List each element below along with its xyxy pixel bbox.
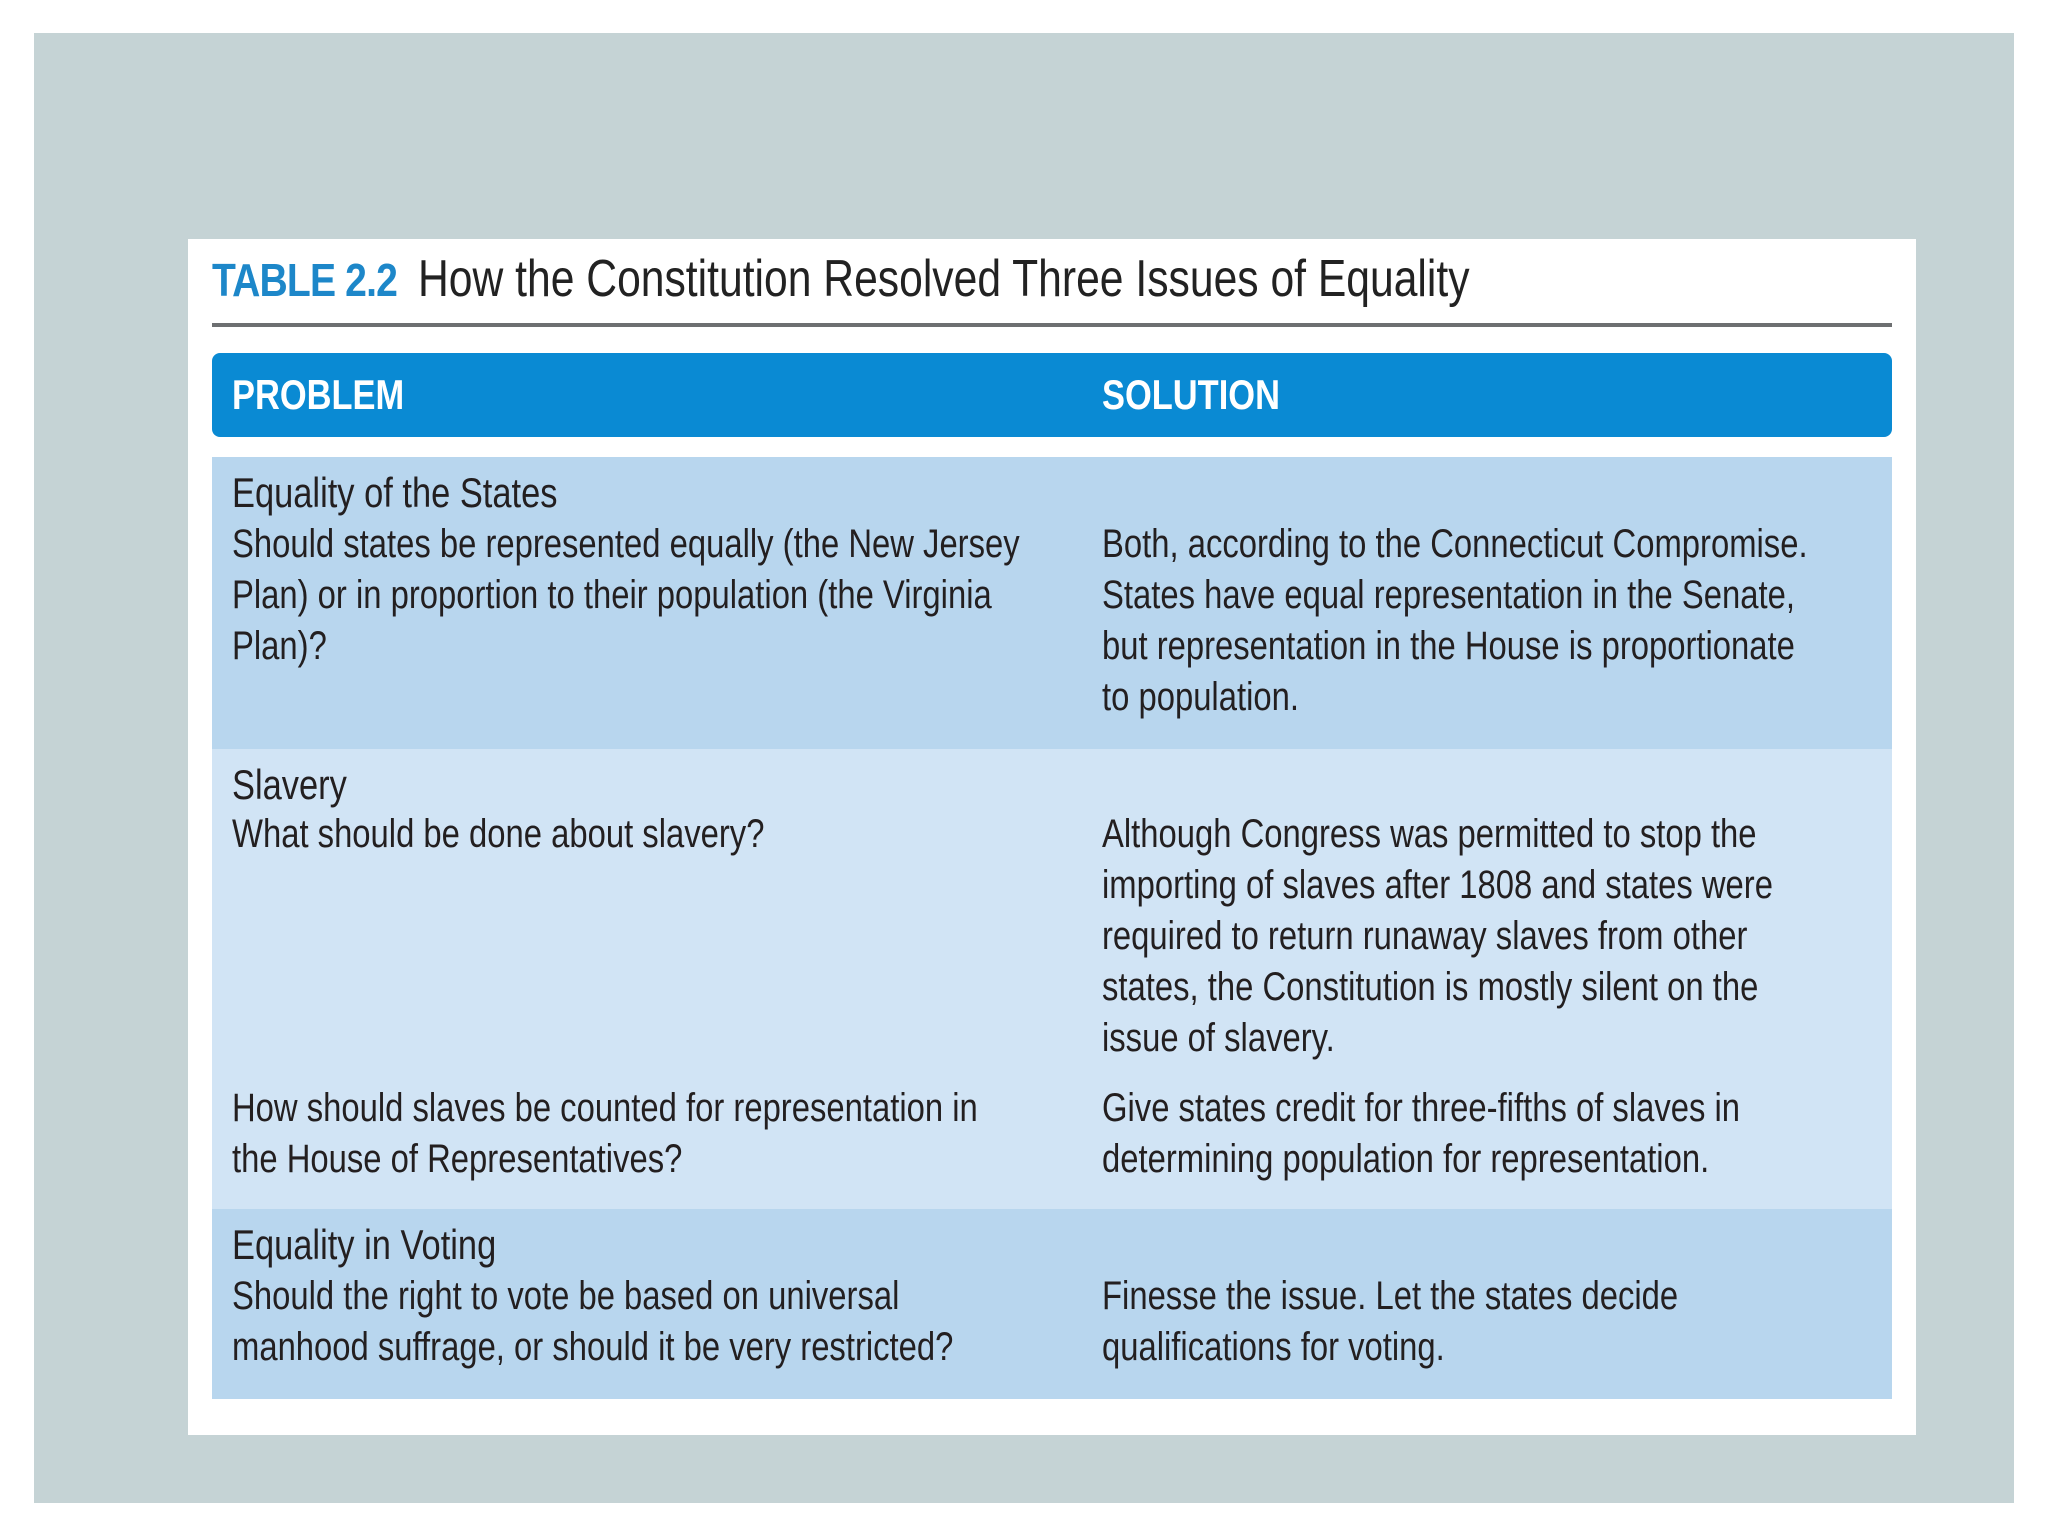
- table-row-equality-in-voting: [212, 1209, 1892, 1399]
- solution-line: states, the Constitution is mostly silent on the: [1102, 965, 1759, 1009]
- solution-line: qualifications for voting.: [1102, 1325, 1445, 1369]
- solution-line: Finesse the issue. Let the states decide: [1102, 1274, 1679, 1318]
- table-heading: How the Constitution Resolved Three Issues of Equality: [417, 250, 1470, 308]
- solution-line: but representation in the House is proportionate: [1102, 624, 1795, 668]
- title-divider: [212, 323, 1892, 327]
- solution-line: States have equal representation in the Senate,: [1102, 573, 1795, 617]
- column-header-solution: SOLUTION: [1102, 371, 1280, 418]
- solution-line: determining population for representation.: [1102, 1137, 1710, 1181]
- problem-cell: [232, 809, 764, 860]
- problem-line: manhood suffrage, or should it be very restricted?: [232, 1325, 954, 1369]
- problem-cell: [232, 519, 1020, 672]
- row-heading: Slavery: [232, 761, 347, 808]
- problem-cell: [232, 1083, 978, 1185]
- solution-line: required to return runaway slaves from other: [1102, 914, 1748, 958]
- solution-line: importing of slaves after 1808 and states were: [1102, 863, 1773, 907]
- problem-line: How should slaves be counted for representation in: [232, 1086, 978, 1130]
- solution-line: to population.: [1102, 675, 1299, 719]
- problem-cell: [232, 1271, 953, 1373]
- solution-line: Both, according to the Connecticut Compromise.: [1102, 522, 1808, 566]
- problem-line: Plan)?: [232, 624, 327, 668]
- table-row-equality-of-states: [212, 457, 1892, 749]
- problem-line: the House of Representatives?: [232, 1137, 683, 1181]
- table-row-slavery: [212, 749, 1892, 1209]
- table-title: [212, 249, 1700, 329]
- solution-cell: [1102, 1271, 1678, 1373]
- solution-cell: [1102, 809, 1773, 1064]
- solution-line: Although Congress was permitted to stop the: [1102, 812, 1757, 856]
- page-background: [34, 33, 2014, 1503]
- solution-line: Give states credit for three-fifths of slaves in: [1102, 1086, 1741, 1130]
- solution-cell: [1102, 1083, 1740, 1185]
- problem-line: Should the right to vote be based on universal: [232, 1274, 900, 1318]
- row-heading: Equality of the States: [232, 469, 558, 516]
- table-header-row: [212, 353, 1892, 437]
- solution-cell: [1102, 519, 1808, 723]
- solution-line: issue of slavery.: [1102, 1016, 1335, 1060]
- table-number: TABLE 2.2: [212, 254, 397, 306]
- table-card: [188, 239, 1916, 1435]
- row-heading: Equality in Voting: [232, 1221, 497, 1268]
- problem-line: What should be done about slavery?: [232, 812, 765, 856]
- column-header-problem: PROBLEM: [232, 371, 405, 418]
- problem-line: Should states be represented equally (the New Jersey: [232, 522, 1020, 566]
- problem-line: Plan) or in proportion to their population (the Virginia: [232, 573, 992, 617]
